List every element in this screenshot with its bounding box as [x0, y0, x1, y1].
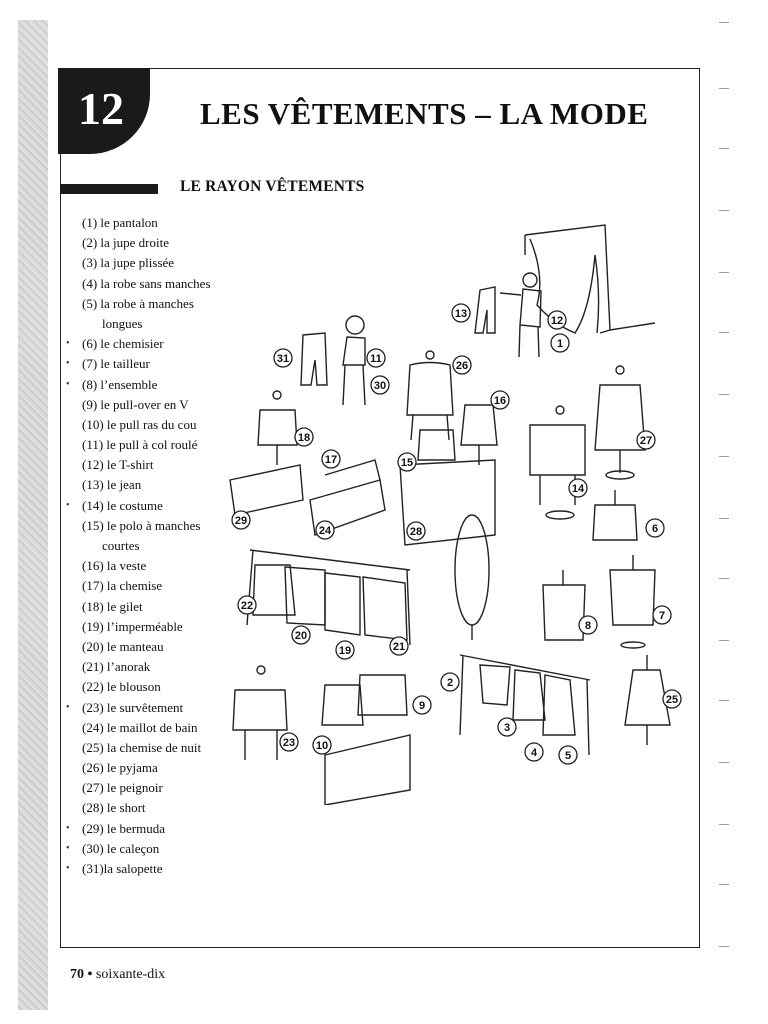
vocabulary-item — [62, 738, 232, 758]
svg-text:1: 1 — [556, 338, 564, 350]
vocabulary-item — [62, 516, 232, 536]
margin-dot: • — [66, 378, 70, 390]
vocabulary-item — [62, 274, 232, 294]
callout-21 — [390, 637, 408, 655]
vocabulary-text: (2) la jupe droite — [82, 235, 169, 251]
scan-edge-strip — [18, 20, 48, 1010]
vocabulary-item — [62, 314, 232, 334]
sweaters-display-drawing — [322, 675, 410, 805]
callout-7 — [653, 606, 671, 624]
clothing-store-illustration — [225, 215, 695, 805]
vocabulary-item — [62, 536, 232, 556]
svg-text:16: 16 — [493, 395, 507, 407]
mannequin-survetement-drawing — [233, 666, 287, 760]
mannequin-ensemble-drawing — [543, 570, 585, 640]
callout-23 — [280, 733, 298, 751]
vocabulary-text: (19) l’imperméable — [82, 618, 183, 634]
mannequin-costume-drawing — [530, 406, 585, 519]
vocabulary-item — [62, 859, 232, 879]
callout-1 — [551, 334, 569, 352]
callout-15 — [398, 453, 416, 471]
callout-8 — [579, 616, 597, 634]
vocabulary-item — [62, 718, 232, 738]
vocabulary-item — [62, 778, 232, 798]
vocabulary-text: (25) la chemise de nuit — [82, 739, 202, 755]
margin-dot: • — [66, 338, 70, 350]
vocabulary-item — [62, 798, 232, 818]
vocabulary-item — [62, 253, 232, 273]
svg-text:27: 27 — [639, 435, 653, 447]
callout-3 — [498, 718, 516, 736]
vocabulary-text: (4) la robe sans manches — [82, 275, 211, 291]
vocabulary-text: (24) le maillot de bain — [82, 719, 198, 735]
vocabulary-text: (23) le survêtement — [82, 699, 184, 715]
vocabulary-text: (14) le costume — [82, 497, 163, 513]
section-title: LE RAYON VÊTEMENTS — [180, 178, 365, 195]
svg-text:18: 18 — [297, 432, 311, 444]
mannequin-gilet-drawing — [230, 391, 303, 515]
callout-4 — [525, 743, 543, 761]
svg-text:13: 13 — [454, 308, 468, 320]
callout-26 — [453, 356, 471, 374]
svg-text:6: 6 — [651, 523, 659, 535]
vocabulary-item — [62, 677, 232, 697]
mannequin-jacket-drawing — [461, 405, 497, 465]
svg-text:8: 8 — [584, 620, 592, 632]
vocabulary-text: (9) le pull-over en V — [82, 396, 189, 412]
callout-14 — [569, 479, 587, 497]
vocabulary-text: courtes — [102, 538, 140, 553]
margin-dot: • — [66, 499, 70, 511]
margin-dot: • — [66, 358, 70, 370]
vocabulary-item — [62, 758, 232, 778]
vocabulary-text: longues — [102, 315, 143, 331]
callout-29 — [232, 511, 250, 529]
svg-text:10: 10 — [315, 740, 329, 752]
svg-text:29: 29 — [234, 515, 248, 527]
vocabulary-item — [62, 475, 232, 495]
callout-16 — [491, 391, 509, 409]
callout-10 — [313, 736, 331, 754]
vocabulary-item — [62, 435, 232, 455]
section-bar — [60, 184, 158, 194]
vocabulary-text: (27) le peignoir — [82, 780, 163, 796]
vocabulary-item — [62, 597, 232, 617]
callout-5 — [559, 746, 577, 764]
vocabulary-item — [62, 819, 232, 839]
svg-text:9: 9 — [418, 700, 426, 712]
vocabulary-text: (28) le short — [82, 800, 146, 816]
callout-labels — [232, 304, 681, 764]
callout-27 — [637, 431, 655, 449]
vocabulary-text: (29) le bermuda — [82, 820, 166, 836]
page-title: LES VÊTEMENTS – LA MODE — [200, 96, 649, 131]
svg-text:23: 23 — [282, 737, 296, 749]
callout-20 — [292, 626, 310, 644]
vocabulary-item — [62, 496, 232, 516]
skirt-rack-drawing — [460, 655, 590, 755]
callout-30 — [371, 376, 389, 394]
svg-text:4: 4 — [530, 747, 538, 759]
vocabulary-text: (3) la jupe plissée — [82, 255, 175, 271]
callout-31 — [274, 349, 292, 367]
vocabulary-text: (26) le pyjama — [82, 760, 158, 776]
vocabulary-item — [62, 294, 232, 314]
vocabulary-text: (12) le T-shirt — [82, 457, 154, 473]
vocabulary-item — [62, 637, 232, 657]
callout-17 — [322, 450, 340, 468]
right-margin-ticks — [719, 20, 733, 1010]
vocabulary-item — [62, 576, 232, 596]
vocabulary-list — [62, 213, 232, 879]
svg-text:5: 5 — [564, 750, 572, 762]
svg-text:20: 20 — [294, 630, 308, 642]
svg-text:30: 30 — [373, 380, 387, 392]
svg-text:25: 25 — [665, 694, 679, 706]
callout-9 — [413, 696, 431, 714]
svg-text:3: 3 — [503, 722, 511, 734]
man-holding-jeans-drawing — [475, 273, 541, 357]
page-footer — [70, 967, 165, 983]
vocabulary-item — [62, 334, 232, 354]
vocabulary-item — [62, 375, 232, 395]
callout-24 — [316, 521, 334, 539]
vocabulary-item — [62, 415, 232, 435]
callout-11 — [367, 349, 385, 367]
vocabulary-text: (17) la chemise — [82, 578, 163, 594]
svg-text:28: 28 — [409, 526, 423, 538]
svg-text:24: 24 — [318, 525, 332, 537]
footer-page-word: soixante-dix — [95, 967, 166, 982]
vocabulary-item — [62, 698, 232, 718]
vocabulary-text: (11) le pull à col roulé — [82, 437, 198, 453]
svg-text:19: 19 — [338, 645, 352, 657]
callout-25 — [663, 690, 681, 708]
svg-text:21: 21 — [392, 641, 406, 653]
callout-19 — [336, 641, 354, 659]
svg-text:7: 7 — [658, 610, 666, 622]
margin-dot: • — [66, 863, 70, 874]
callout-2 — [441, 673, 459, 691]
vocabulary-text: (5) la robe à manches — [82, 295, 194, 311]
vocabulary-item — [62, 213, 232, 233]
vocabulary-item — [62, 556, 232, 576]
callout-12 — [548, 311, 566, 329]
mannequin-tailleur-drawing — [610, 555, 655, 648]
callout-6 — [646, 519, 664, 537]
chapter-number: 12 — [78, 82, 124, 134]
vocabulary-text: (20) le manteau — [82, 638, 164, 654]
vocabulary-text: (31)la salopette — [82, 861, 163, 876]
vocabulary-text: (8) l’ensemble — [82, 376, 158, 392]
svg-text:17: 17 — [324, 454, 338, 466]
vocabulary-text: (13) le jean — [82, 477, 142, 493]
vocabulary-item — [62, 617, 232, 637]
callout-13 — [452, 304, 470, 322]
footer-separator: • — [87, 967, 93, 982]
margin-dot: • — [66, 842, 70, 854]
mannequin-peignoir-drawing — [595, 366, 645, 479]
vocabulary-item — [62, 233, 232, 253]
callout-18 — [295, 428, 313, 446]
svg-text:12: 12 — [550, 315, 564, 327]
callout-28 — [407, 522, 425, 540]
svg-text:14: 14 — [571, 483, 585, 495]
vocabulary-text: (22) le blouson — [82, 679, 161, 695]
vocabulary-text: (15) le polo à manches — [82, 517, 201, 533]
vocabulary-item — [62, 395, 232, 415]
svg-text:31: 31 — [276, 353, 290, 365]
coat-rack-drawing — [247, 550, 410, 645]
svg-text:11: 11 — [370, 353, 382, 365]
mirror-drawing — [455, 515, 489, 640]
vocabulary-text: (18) le gilet — [82, 598, 143, 614]
vocabulary-text: (7) le tailleur — [82, 356, 150, 372]
mannequin-chemisier-drawing — [593, 490, 637, 540]
vocabulary-text: (6) le chemisier — [82, 336, 164, 352]
vocabulary-text: (21) l’anorak — [82, 659, 151, 675]
vocabulary-item — [62, 354, 232, 374]
vocabulary-item — [62, 839, 232, 859]
changing-room-drawing — [525, 225, 655, 333]
person-with-salopette-drawing — [301, 316, 365, 405]
footer-page-number: 70 — [70, 967, 84, 982]
margin-dot: • — [66, 701, 70, 713]
vocabulary-text: (30) le caleçon — [82, 840, 160, 856]
callout-22 — [238, 596, 256, 614]
svg-text:15: 15 — [400, 457, 414, 469]
vocabulary-text: (10) le pull ras du cou — [82, 416, 197, 432]
mannequin-pyjama-drawing — [407, 351, 453, 440]
vocabulary-text: (16) la veste — [82, 558, 147, 574]
margin-dot: • — [66, 822, 70, 834]
vocabulary-item — [62, 455, 232, 475]
svg-text:26: 26 — [455, 360, 469, 372]
svg-text:22: 22 — [240, 600, 254, 612]
svg-text:2: 2 — [446, 677, 454, 689]
vocabulary-text: (1) le pantalon — [82, 215, 158, 230]
vocabulary-item — [62, 657, 232, 677]
